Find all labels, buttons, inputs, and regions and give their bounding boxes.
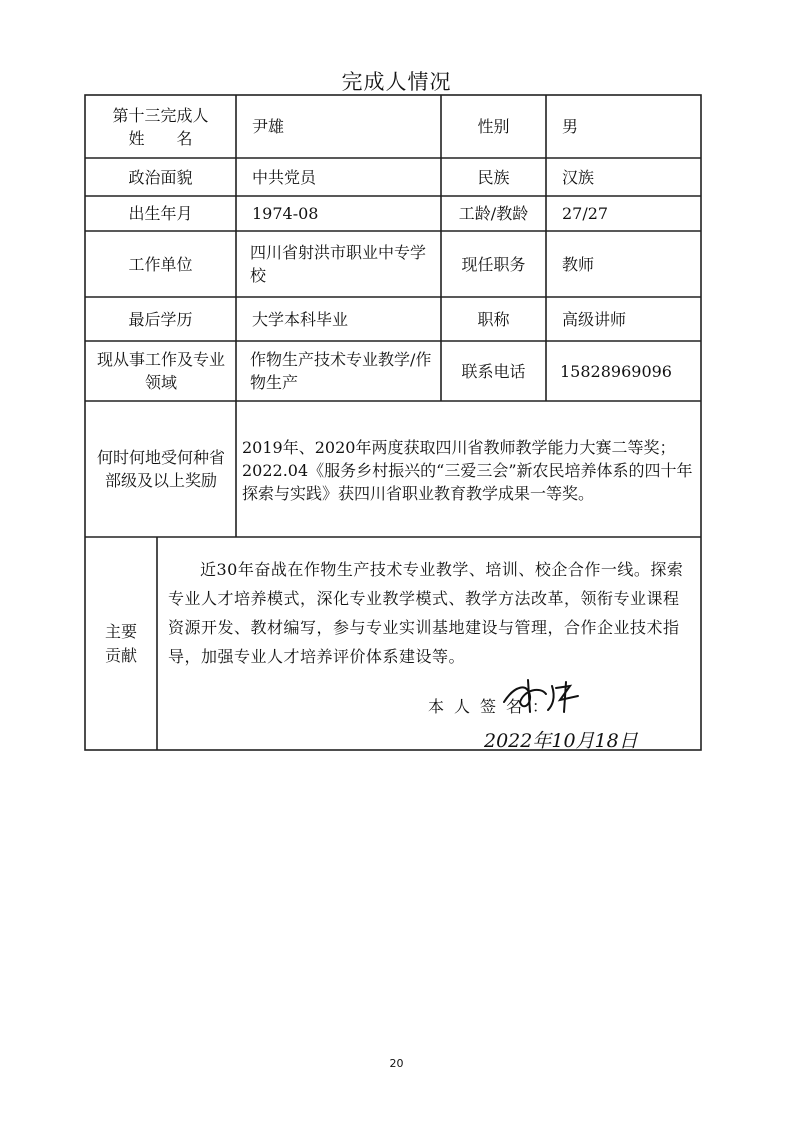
seniority-label: 工龄/教龄 (458, 204, 529, 223)
awards-list (242, 407, 696, 533)
signature (500, 676, 590, 716)
phone-label: 联系电话 (461, 361, 526, 381)
name-label-line2: 姓 名 (128, 128, 193, 148)
gender-value: 男 (562, 117, 579, 136)
contribution-label-text: 主要贡献 (104, 621, 137, 665)
position-label: 现任职务 (461, 254, 526, 274)
work-unit-value: 四川省射洪市职业中专学校 (250, 243, 427, 285)
gender-label: 性别 (477, 117, 510, 136)
title-value: 高级讲师 (562, 309, 627, 329)
handwritten-date (480, 722, 670, 758)
phone-value: 15828969096 (560, 361, 672, 381)
award-item: 2022.04《服务乡村振兴的“三爱三会”新农民培养体系的四十年探索与实践》获四川省职业教育教学成果一等奖。 (242, 460, 693, 503)
education-value: 大学本科毕业 (252, 309, 349, 329)
field-value: 作物生产技术专业教学/作物生产 (250, 350, 432, 392)
birth-label: 出生年月 (128, 204, 193, 223)
political-value: 中共党员 (252, 167, 317, 187)
name-label-line1: 第十三完成人 (112, 105, 209, 125)
page-title: 完成人情况 (341, 70, 452, 94)
page-number: 20 (389, 1057, 404, 1070)
birth-value: 1974-08 (252, 204, 319, 223)
work-unit-label: 工作单位 (128, 254, 193, 274)
handwritten-date-text: 2022年10月18日 (484, 730, 638, 752)
contribution-text: 近30年奋战在作物生产技术专业教学、培训、校企合作一线。探索专业人才培养模式，深化专业教学模式、教学方法改革，领衔专业课程资源开发、教材编写，参与专业实训基地建设与管理，合作企业技术指导，加强专业人才培养评价体系建设等。 (168, 560, 684, 666)
title-label: 职称 (477, 309, 510, 329)
contribution-label (85, 537, 157, 750)
position-value: 教师 (562, 254, 595, 274)
awards-label: 何时何地受何种省部级及以上奖励 (96, 448, 225, 490)
political-label: 政治面貌 (128, 167, 193, 187)
name-value: 尹雄 (252, 117, 285, 136)
seniority-value: 27/27 (562, 204, 609, 223)
signature-label: 本人签名： (428, 697, 559, 716)
field-label: 现从事工作及专业领域 (96, 350, 225, 392)
award-item: 2019年、2020年两度获取四川省教师教学能力大赛二等奖； (242, 437, 676, 457)
ethnicity-label: 民族 (477, 167, 510, 187)
ethnicity-value: 汉族 (562, 167, 595, 187)
name-label (85, 95, 236, 158)
education-label: 最后学历 (128, 309, 193, 329)
